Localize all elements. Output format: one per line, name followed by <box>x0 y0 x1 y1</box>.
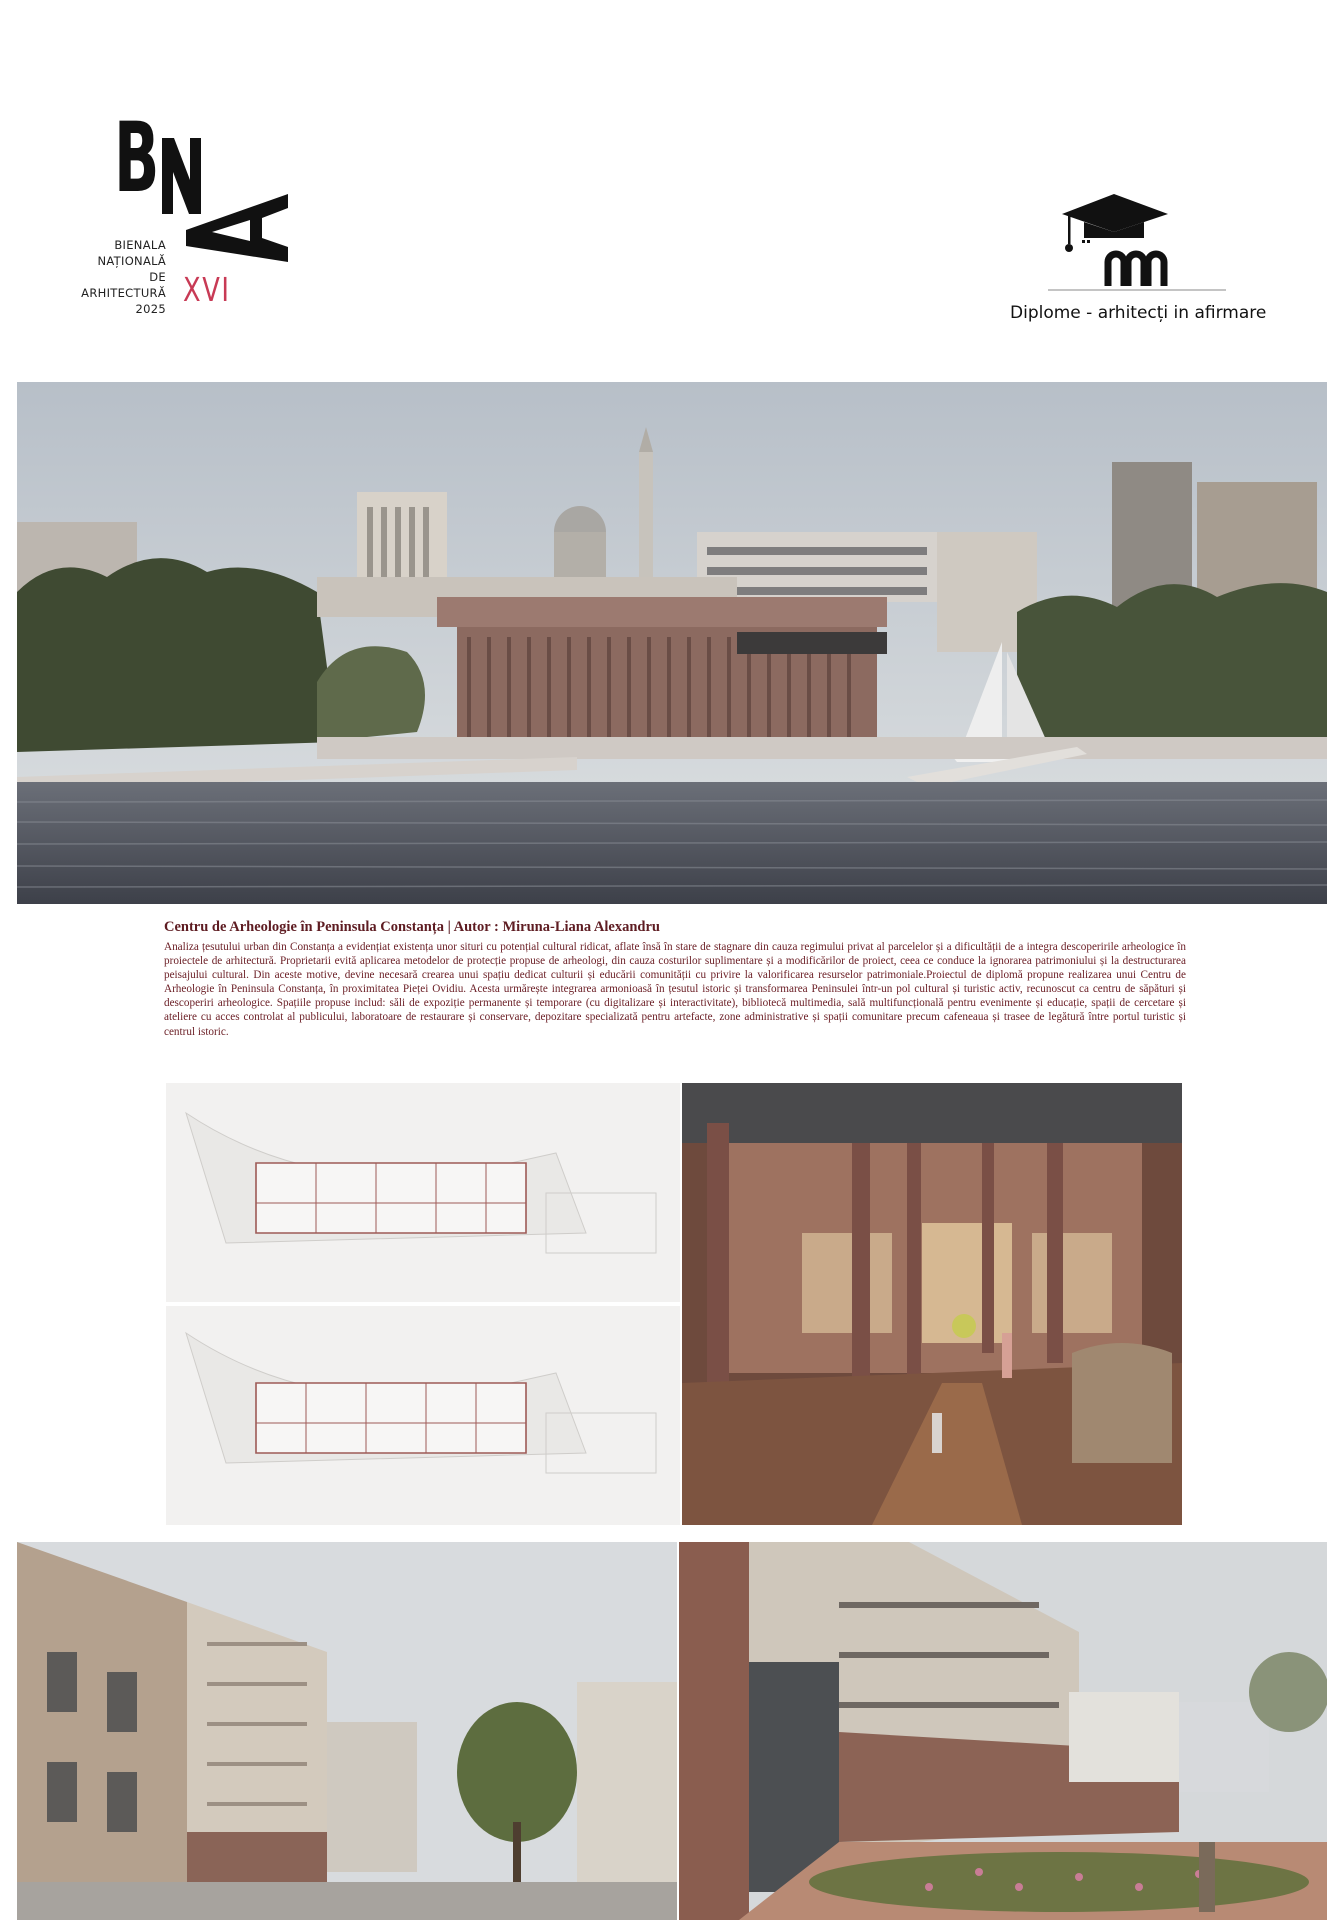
logo-line: NAȚIONALĂ <box>97 254 166 268</box>
hero-waterfront-render <box>17 382 1327 904</box>
logo-na-glyph <box>158 136 290 264</box>
interior-illustration <box>682 1083 1182 1525</box>
logo-line: BIENALA <box>114 238 166 252</box>
hero-illustration <box>17 382 1327 904</box>
bna-logo <box>80 102 300 340</box>
section-title: Diplome - arhitecți in afirmare <box>1010 303 1267 323</box>
project-description: Analiza țesutului urban din Constanța a evidențiat existența unor situri cu potențial cultural ridicat, aflate însă în stare de stagnare din cauza regimului privat al parcelelor și a dificultății de a integra descoperirile arheologice în proiectele de arhitectură. Proprietarii evită aplicarea metodelor de protecție propuse de arheologi, din cauza costurilor suplimentare și a modificărilor de proiect, ceea ce conduce la ignorarea patrimoniului și la destructurarea peisajului cultural. Din aceste motive, devine necesară crearea unui spațiu dedicat culturii și educării comunității cu privire la valorificarea resurselor patrimoniale.Proiectul de diplomă propune realizarea unui Centru de Arheologie în Peninsula Constanța, în proximitatea Pieței Ovidiu. Acesta urmărește integrarea armonioasă în țesutul istoric și transformarea Peninsulei într-un pol cultural și turistic activ, recunoscut ca centru de săpături și descoperiri arheologice. Spațiile propuse includ: săli de expoziție permanente și temporare (cu digitalizare și interactivitate), bibliotecă multimedia, sală multifuncțională pentru evenimente și educație, spații de cercetare și ateliere cu acces controlat al publicului, laboratoare de restaurare și conservare, depozitare specializată pentru artefacte, zone administrative și spații comunitare precum cafeneaua și trasee de legătură între portul turistic și centrul istoric. <box>164 941 1186 1038</box>
street-illustration <box>17 1542 677 1920</box>
logo-line: DE <box>149 270 166 284</box>
logo-line: ARHITECTURĂ <box>81 286 166 300</box>
diplome-logo <box>1000 186 1280 326</box>
project-title: Centru de Arheologie în Peninsula Constanța | Autor : Miruna-Liana Alexandru <box>164 919 660 935</box>
logo-letter-b: B <box>114 102 160 214</box>
street-view-render <box>17 1542 677 1920</box>
graduation-cap-icon <box>1048 186 1228 292</box>
logo-line: 2025 <box>135 302 166 316</box>
logo-caption <box>80 237 166 317</box>
interior-exhibition-render <box>682 1083 1182 1525</box>
courtyard-illustration <box>679 1542 1327 1920</box>
edition-number: XVI <box>183 270 231 309</box>
courtyard-render <box>679 1542 1327 1920</box>
floor-plans-drawing <box>166 1083 680 1525</box>
floor-plans-illustration <box>166 1083 680 1525</box>
